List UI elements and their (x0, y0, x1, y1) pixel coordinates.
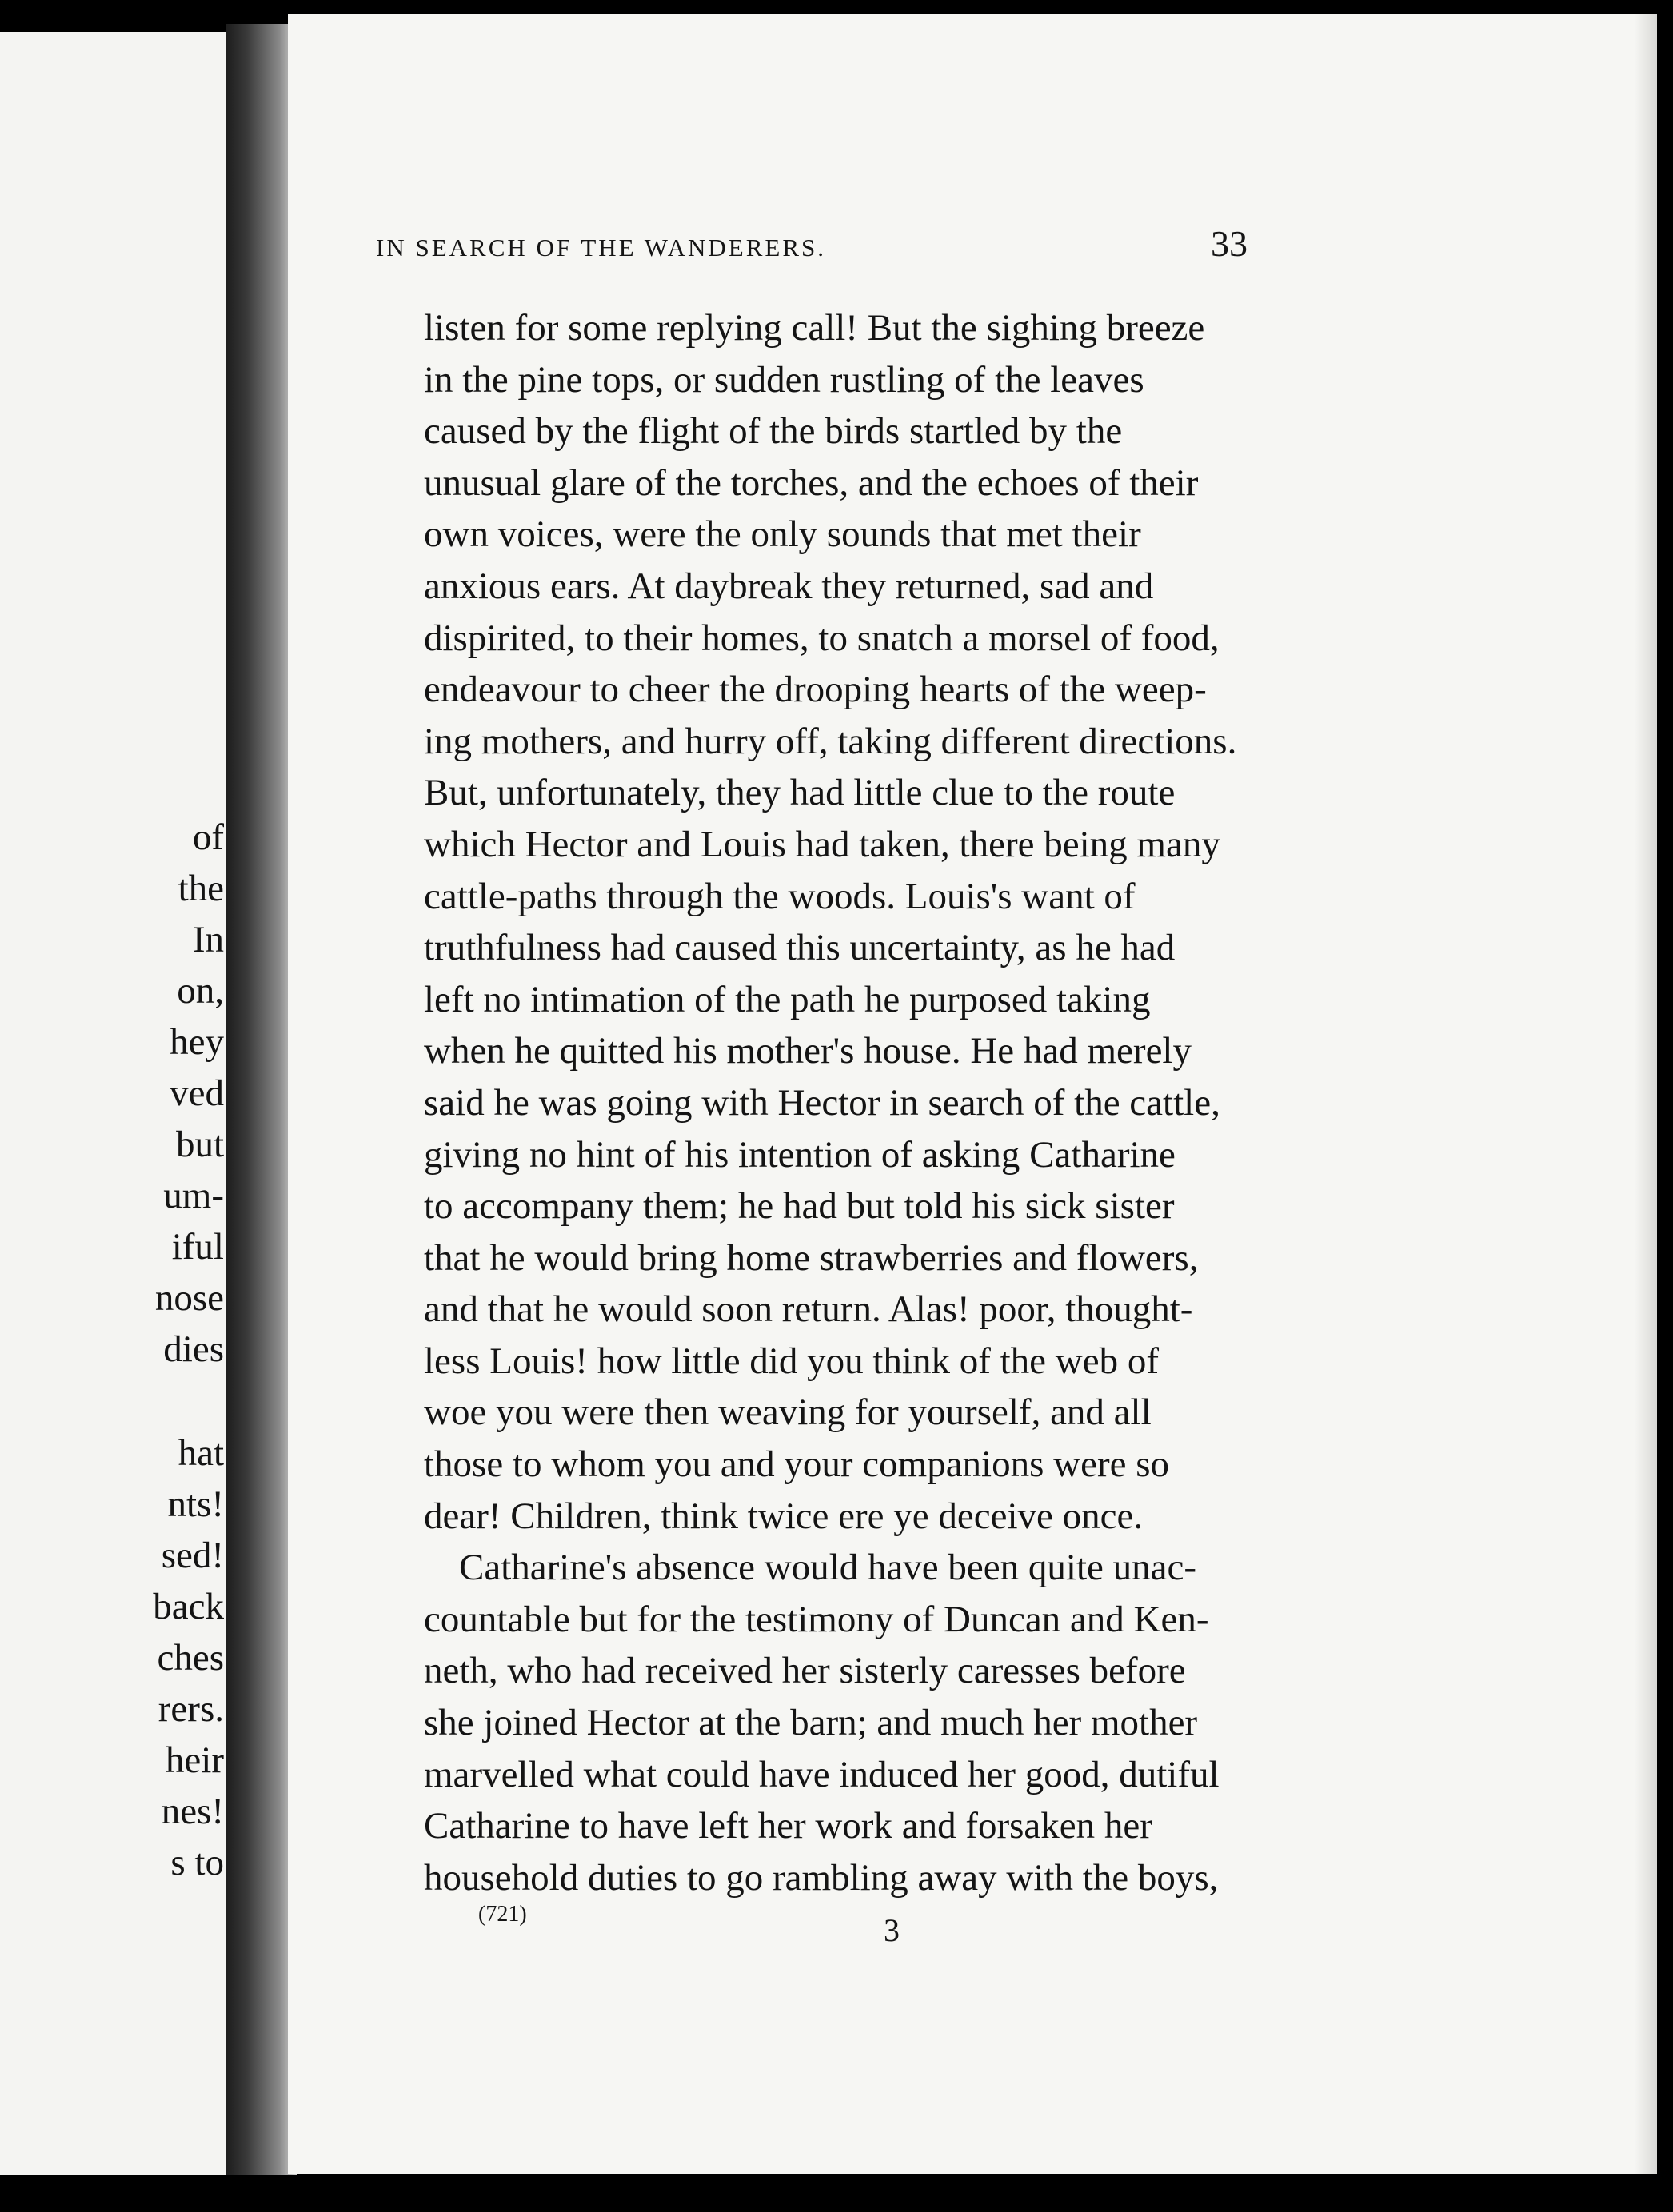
text-line: left no intimation of the path he purposed taking (424, 978, 1151, 1020)
previous-page-fragment: nes! (161, 1791, 224, 1832)
previous-page-fragment: on, (177, 970, 224, 1012)
text-line: Catharine to have left her work and forsaken her (424, 1805, 1152, 1847)
previous-page-fragment: ches (157, 1637, 224, 1679)
previous-page-edge (0, 32, 240, 2175)
previous-page-fragment: rers. (158, 1688, 224, 1730)
previous-page-fragment: of (192, 817, 224, 858)
text-line: giving no hint of his intention of asking Catharine (424, 1133, 1176, 1176)
signature-mark: (721) (478, 1902, 527, 1927)
previous-page-fragment: but (175, 1124, 224, 1165)
previous-page-fragment: dies (163, 1328, 224, 1370)
text-line: ing mothers, and hurry off, taking different directions. (424, 720, 1237, 762)
text-line: neth, who had received her sisterly caresses before (424, 1650, 1186, 1692)
previous-page-fragment: s to (170, 1842, 224, 1883)
text-line: listen for some replying call! But the sighing breeze (424, 307, 1205, 349)
previous-page-fragment: um- (163, 1175, 224, 1216)
text-line: she joined Hector at the barn; and much her mother (424, 1702, 1198, 1744)
body-text (424, 302, 1395, 1903)
text-line: anxious ears. At daybreak they returned, sad and (424, 565, 1154, 607)
text-line: dispirited, to their homes, to snatch a morsel of food, (424, 617, 1220, 659)
text-line: endeavour to cheer the drooping hearts of the weep- (424, 669, 1207, 711)
previous-page-fragment: ved (170, 1072, 224, 1114)
text-line: household duties to go rambling away with the boys, (424, 1856, 1219, 1899)
text-line: marvelled what could have induced her good, dutiful (424, 1753, 1220, 1795)
previous-page-fragment: hey (170, 1021, 224, 1063)
text-line: and that he would soon return. Alas! poor, thought- (424, 1288, 1193, 1331)
text-line: less Louis! how little did you think of the web of (424, 1340, 1160, 1382)
text-line: own voices, were the only sounds that met their (424, 513, 1141, 556)
running-head (376, 218, 1248, 266)
text-line: caused by the flight of the birds startled by the (424, 410, 1123, 453)
text-line: that he would bring home strawberries and flowers, (424, 1236, 1199, 1279)
page-edge-shade (1635, 14, 1657, 2174)
gathering-mark: 3 (884, 1912, 900, 1948)
text-line: when he quitted his mother's house. He had merely (424, 1030, 1192, 1072)
text-line: in the pine tops, or sudden rustling of the leaves (424, 358, 1144, 401)
page-number: 33 (1211, 223, 1248, 264)
previous-page-fragment: iful (171, 1226, 224, 1268)
previous-page-fragment: nose (154, 1277, 224, 1319)
previous-page-fragment: back (153, 1586, 224, 1627)
paragraph-first-line: Catharine's absence would have been quite unac- (459, 1547, 1196, 1589)
previous-page-fragment: heir (165, 1739, 224, 1781)
previous-page-fragment: the (178, 868, 224, 909)
book-gutter-shadow (226, 24, 297, 2175)
previous-page-fragment: In (192, 919, 224, 960)
previous-page-fragment: sed! (161, 1535, 224, 1576)
text-line: But, unfortunately, they had little clue to the route (424, 772, 1176, 814)
previous-page-fragment: hat (178, 1432, 224, 1474)
text-line: truthfulness had caused this uncertainty, as he had (424, 927, 1176, 969)
text-line: to accompany them; he had but told his sick sister (424, 1185, 1175, 1228)
text-line: which Hector and Louis had taken, there being many (424, 823, 1220, 865)
previous-page-fragment: nts! (167, 1483, 224, 1525)
text-line: woe you were then weaving for yourself, and all (424, 1391, 1152, 1434)
text-line: those to whom you and your companions were so (424, 1443, 1170, 1486)
text-line: said he was going with Hector in search of the cattle, (424, 1081, 1220, 1124)
text-line: dear! Children, think twice ere ye deceive once. (424, 1495, 1144, 1537)
running-title: IN SEARCH OF THE WANDERERS. (376, 234, 826, 262)
text-line: unusual glare of the torches, and the echoes of their (424, 461, 1199, 504)
text-line: cattle-paths through the woods. Louis's want of (424, 875, 1136, 917)
text-line: countable but for the testimony of Duncan and Ken- (424, 1598, 1209, 1640)
